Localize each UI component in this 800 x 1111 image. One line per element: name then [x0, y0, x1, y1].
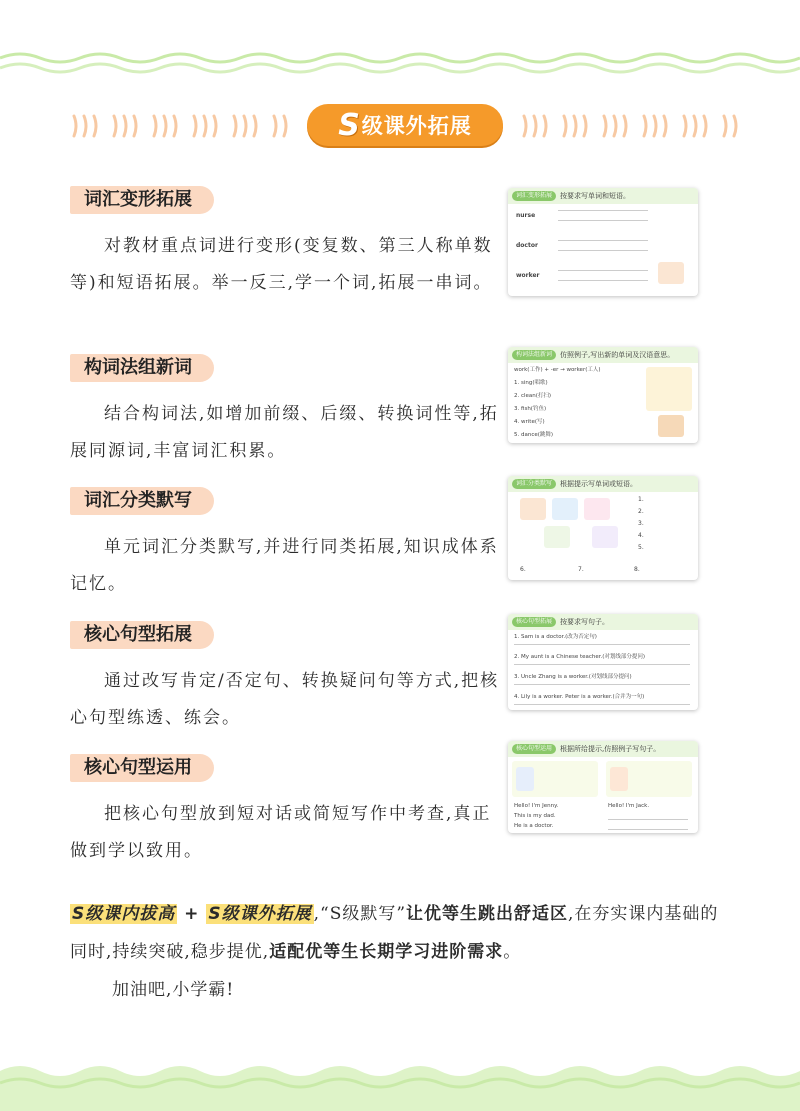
- section-body: 通过改写肯定/否定句、转换疑问句等方式,把核心句型练透、练会。: [70, 671, 500, 728]
- picture-icon: [592, 526, 618, 548]
- bottom-wave-decoration: [0, 1041, 800, 1111]
- thumbnail-header: 词汇分类默写 根据提示写单词或短语。: [508, 476, 698, 492]
- worker-illustration: [658, 262, 684, 284]
- summary-paragraph: [70, 895, 730, 971]
- section-title: 核心句型运用: [70, 750, 208, 782]
- section-banner: [70, 104, 740, 148]
- cheer-text: 加油吧,小学霸!: [112, 980, 235, 1000]
- left-wave-deco: [70, 112, 300, 140]
- section-sentence-extension: [70, 617, 500, 737]
- top-wave-decoration: [0, 0, 800, 80]
- picture-icon: [552, 498, 578, 520]
- section-title: 核心句型拓展: [70, 617, 208, 649]
- thumbnail-word-formation: 构词法组新词 仿照例子,写出新的单词及汉语意思。 work(工作) + -er → worker(工人) 1. sing(唱歌) 2. clean(打扫) 3. fish(钓鱼) 4. write(写) 5. dance(跳舞): [508, 347, 698, 443]
- section-sentence-usage: [70, 750, 500, 870]
- section-title: 词汇分类默写: [70, 483, 208, 515]
- thumbnail-vocab-categories: 词汇分类默写 根据提示写单词或短语。 1. 2. 3. 4. 5. 6. 7. 8.: [508, 476, 698, 580]
- section-title: 词汇变形拓展: [70, 182, 208, 214]
- jack-dad-illustration: [610, 767, 628, 791]
- section-body: 结合构词法,如增加前缀、后缀、转换词性等,拓展同源词,丰富词汇积累。: [70, 404, 499, 461]
- thumbnail-header: 词汇变形拓展 按要求写单词和短语。: [508, 188, 698, 204]
- picture-icon: [520, 498, 546, 520]
- summary-bold-4: 让优等生跳出舒适区: [406, 904, 569, 924]
- summary-plus: +: [177, 904, 207, 924]
- banner-s-letter: S: [338, 107, 360, 143]
- section-vocab-transform: [70, 182, 500, 302]
- summary-bold-6: 适配优等生长期学习进阶需求: [269, 942, 504, 962]
- summary-highlight-2: S级课外拓展: [208, 904, 312, 924]
- thumbnail-header: 核心句型运用 根据所给提示,仿照例子写句子。: [508, 741, 698, 757]
- summary-text-5: ,在夯实课内基础的同时,持续突破,稳步提优,: [70, 904, 719, 962]
- section-word-formation: [70, 350, 500, 470]
- thumbnail-vocab-transform: 词汇变形拓展 按要求写单词和短语。 nurse doctor worker: [508, 188, 698, 296]
- thumbnail-sentence-extension: 核心句型拓展 按要求写句子。 1. Sam is a doctor.(改为否定句) 2. My aunt is a Chinese teacher.(对划线部分提问) 3. Uncle Zhang is a worker.(对划线部分提问) 4. Lily is a worker. Peter is a worker.(合并为一句): [508, 614, 698, 710]
- section-title: 构词法组新词: [70, 350, 208, 382]
- summary-highlight-1: S级课内拔高: [72, 904, 176, 924]
- thumbnail-header: 构词法组新词 仿照例子,写出新的单词及汉语意思。: [508, 347, 698, 363]
- thumbnail-header: 核心句型拓展 按要求写句子。: [508, 614, 698, 630]
- picture-icon: [544, 526, 570, 548]
- jenny-dad-illustration: [516, 767, 534, 791]
- right-wave-deco: [510, 112, 740, 140]
- section-vocab-categories: [70, 483, 500, 603]
- section-body: 把核心句型放到短对话或简短写作中考查,真正做到学以致用。: [70, 804, 492, 861]
- banner-title: 级课外拓展: [361, 114, 472, 138]
- banner-pill: [307, 104, 503, 146]
- summary-text-7: 。: [503, 942, 522, 962]
- summary-text-3: ,“S级默写”: [313, 904, 407, 924]
- section-body: 对教材重点词进行变形(变复数、第三人称单数等)和短语拓展。举一反三,学一个词,拓展一串词。: [70, 236, 493, 293]
- boy-illustration: [658, 415, 684, 437]
- thumbnail-sentence-usage: 核心句型运用 根据所给提示,仿照例子写句子。 Hello! I'm Jenny. This is my dad. He is a doctor. Hello! I'm Jack.: [508, 741, 698, 833]
- picture-icon: [584, 498, 610, 520]
- section-body: 单元词汇分类默写,并进行同类拓展,知识成体系记忆。: [70, 537, 499, 594]
